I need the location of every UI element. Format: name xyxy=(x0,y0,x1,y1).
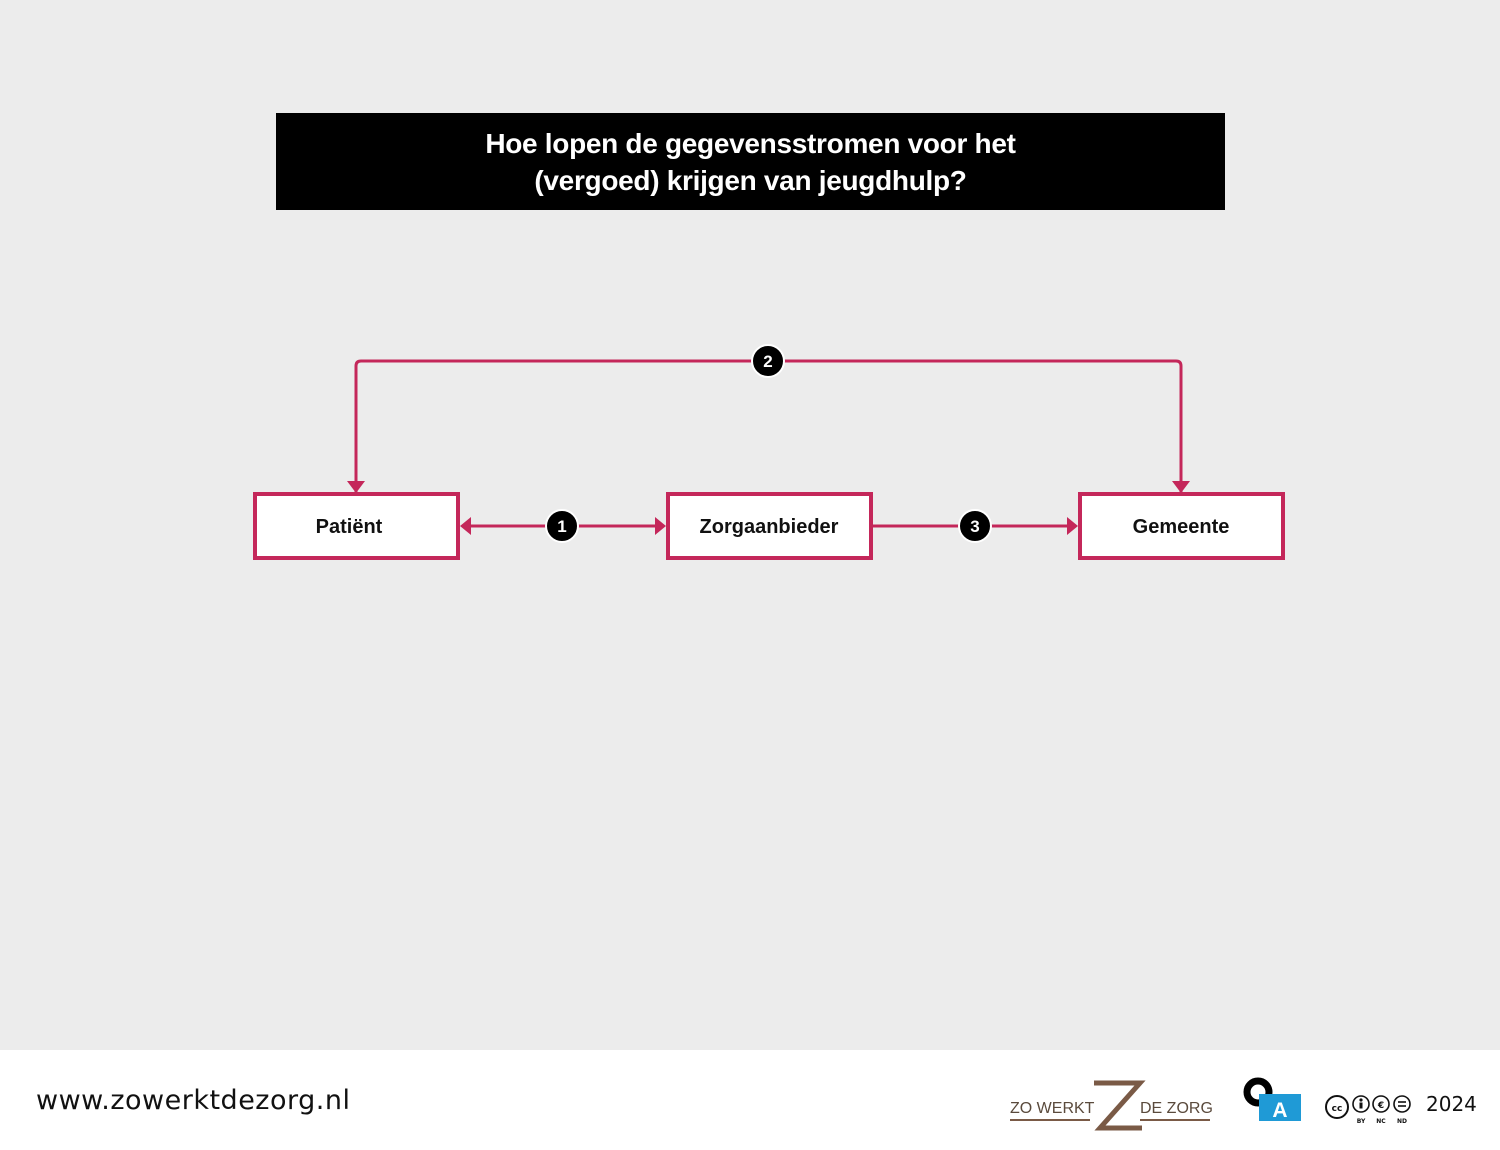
arrowhead-left-to-patient xyxy=(460,517,471,535)
node-provider xyxy=(668,494,871,558)
cc-nd-label: ND xyxy=(1396,1118,1408,1125)
cc-by-label: BY xyxy=(1356,1118,1366,1125)
logo-text-left: ZO WERKT xyxy=(1010,1100,1095,1117)
oa-logo xyxy=(1247,1081,1301,1122)
flow-badge-3 xyxy=(959,510,991,542)
arrowhead-to-municipality-box xyxy=(1067,517,1078,535)
flow-badge-1 xyxy=(546,510,578,542)
flow-badge-3-label: 3 xyxy=(970,517,980,536)
zowerktdezorg-logo xyxy=(1010,1083,1213,1128)
footer-url: www.zowerktdezorg.nl xyxy=(36,1085,351,1116)
node-patient-label: Patiënt xyxy=(315,516,383,538)
nd-icon xyxy=(1394,1096,1410,1112)
svg-text:cc: cc xyxy=(1331,1104,1343,1114)
arrowhead-right-to-provider xyxy=(655,517,666,535)
node-provider-label: Zorgaanbieder xyxy=(699,516,839,538)
arrowhead-to-patient xyxy=(347,481,365,493)
svg-text:€: € xyxy=(1377,1101,1385,1111)
flow-line-patient-municipality xyxy=(356,361,1181,492)
cc-nc-label: NC xyxy=(1376,1118,1386,1125)
flow-badge-2 xyxy=(752,345,784,377)
arrowhead-to-municipality xyxy=(1172,481,1190,493)
flow-badge-1-label: 1 xyxy=(557,517,567,536)
node-municipality xyxy=(1080,494,1283,558)
title-line-2: (vergoed) krijgen van jeugdhulp? xyxy=(534,164,967,196)
flow-badge-2-label: 2 xyxy=(763,352,773,371)
cc-license-icons xyxy=(1326,1096,1410,1125)
node-patient xyxy=(255,494,458,558)
oa-logo-letter: A xyxy=(1272,1099,1288,1122)
footer-logos xyxy=(0,1050,1500,1150)
footer-year: 2024 xyxy=(1426,1092,1477,1116)
node-municipality-label: Gemeente xyxy=(1132,516,1230,538)
title-line-1: Hoe lopen de gegevensstromen voor het xyxy=(485,127,1016,159)
logo-text-right: DE ZORG xyxy=(1140,1100,1213,1117)
